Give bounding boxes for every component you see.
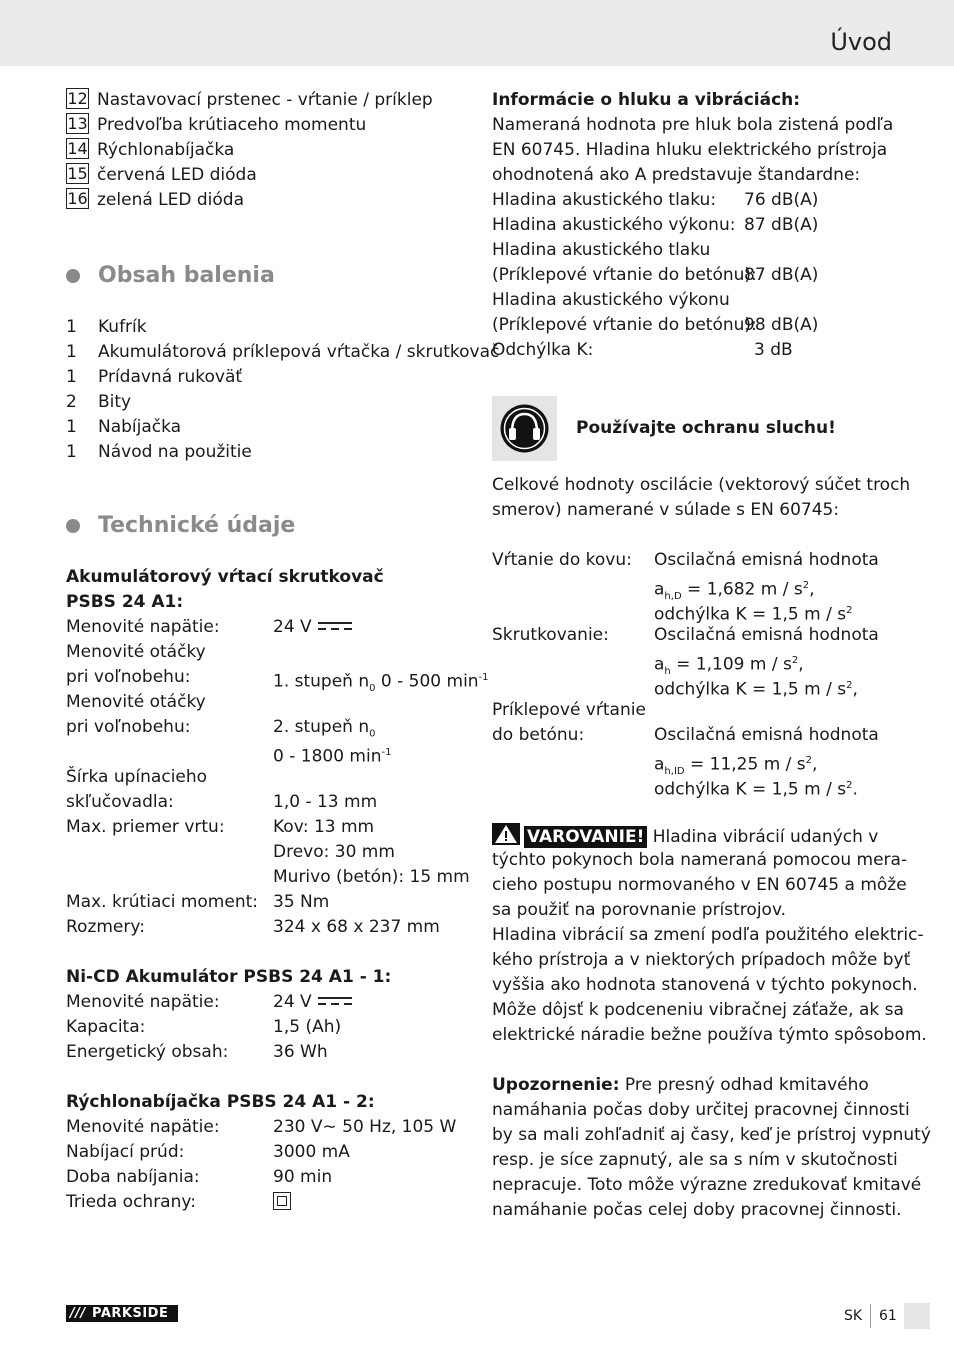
noise-heading: Informácie o hluku a vibráciách: xyxy=(492,90,801,110)
spec-row xyxy=(66,890,466,915)
text-line: týchto pokynoch bola nameraná pomocou mera- xyxy=(492,850,908,870)
package-qty: 1 xyxy=(66,367,77,387)
footer-tab-marker xyxy=(904,1303,930,1329)
protection-class-ii-icon xyxy=(273,1192,291,1210)
spec-row xyxy=(66,1040,466,1065)
spec-label: Hladina akustického výkonu xyxy=(492,290,730,310)
vib-value: Oscilačná emisná hodnota xyxy=(654,725,879,745)
spec-label: Trieda ochrany: xyxy=(66,1192,196,1212)
text-line: namáhanie počas celej doby pracovnej činnosti. xyxy=(492,1200,902,1220)
spec-row xyxy=(66,790,466,815)
spec-value: 1,0 - 13 mm xyxy=(273,792,378,812)
text-line: kého prístroja a v niektorých prípadoch môže byť xyxy=(492,950,911,970)
package-label: Nabíjačka xyxy=(98,417,182,437)
vib-value: $a_{h,ID} = 11,25$ m / $s^2$, xyxy=(654,754,818,778)
dc-current-icon xyxy=(318,620,352,632)
text-line: sa použiť na porovnanie prístrojov. xyxy=(492,900,787,920)
text-line: ohodnotená ako A predstavuje štandardne: xyxy=(492,165,861,185)
section-title-text: Technické údaje xyxy=(98,513,296,538)
text-line: elektrické náradie bežne používa týmto spôsobom. xyxy=(492,1025,927,1045)
drill-heading: Akumulátorový vŕtací skrutkovač xyxy=(66,567,384,587)
spec-row xyxy=(492,313,892,338)
spec-row xyxy=(66,740,466,765)
footer-divider xyxy=(870,1304,871,1328)
spec-row xyxy=(66,815,466,840)
part-number: 15 xyxy=(67,164,88,183)
vib-row xyxy=(492,773,892,798)
part-number: 16 xyxy=(67,189,88,208)
package-qty: 2 xyxy=(66,392,77,412)
vib-row xyxy=(492,748,892,778)
spec-row xyxy=(66,1165,466,1190)
spec-row xyxy=(492,188,892,213)
spec-row xyxy=(66,915,466,940)
spec-label: Energetický obsah: xyxy=(66,1042,229,1062)
spec-label: pri voľnobehu: xyxy=(66,717,191,737)
left-column xyxy=(66,88,500,1215)
spec-label: Menovité napätie: xyxy=(66,617,220,637)
package-item xyxy=(66,390,466,415)
vib-row xyxy=(492,673,892,698)
spec-label: Odchýlka K: xyxy=(492,340,594,360)
drill-heading-model: PSBS 24 A1: xyxy=(66,592,184,612)
vib-value: Oscilačná emisná hodnota xyxy=(654,625,879,645)
package-label: Akumulátorová príklepová vŕtačka / skrutkovač xyxy=(98,342,500,362)
package-item xyxy=(66,440,466,465)
page-title: Úvod xyxy=(830,28,892,56)
text-line: namáhania počas doby určitej pracovnej činnosti xyxy=(492,1100,910,1120)
spec-value: Murivo (betón): 15 mm xyxy=(273,867,470,887)
part-number: 14 xyxy=(67,139,88,158)
spec-label: (Príklepové vŕtanie do betónu): xyxy=(492,265,757,285)
spec-row xyxy=(66,690,466,715)
spec-value: 24 V xyxy=(273,990,352,1015)
package-item xyxy=(66,415,466,440)
spec-row xyxy=(66,640,466,665)
parts-list-item xyxy=(66,88,466,113)
section-title-package xyxy=(66,261,466,291)
spec-row xyxy=(66,765,466,790)
package-label: Kufrík xyxy=(98,317,147,337)
section-title-text: Obsah balenia xyxy=(98,263,275,288)
package-qty: 1 xyxy=(66,317,77,337)
spec-label: Hladina akustického výkonu: xyxy=(492,215,736,235)
part-label: zelená LED dióda xyxy=(97,190,244,210)
spec-label: Nabíjací prúd: xyxy=(66,1142,185,1162)
bullet-icon xyxy=(66,519,80,533)
spec-value: 3000 mA xyxy=(273,1142,350,1162)
text-line: smerov) namerané v súlade s EN 60745: xyxy=(492,500,840,520)
package-qty: 1 xyxy=(66,342,77,362)
spec-value: 98 dB(A) xyxy=(744,315,819,335)
text-line: by sa mali zohľadniť aj časy, keď je prístroj vypnutý xyxy=(492,1125,931,1145)
vib-row xyxy=(492,648,892,678)
package-item xyxy=(66,365,466,390)
vib-row xyxy=(492,573,892,603)
package-item xyxy=(66,340,500,365)
spec-label: skľučovadla: xyxy=(66,792,174,812)
right-column xyxy=(492,88,931,1223)
spec-row xyxy=(492,338,892,363)
brand-logo xyxy=(66,1305,178,1322)
vib-value: odchýlka K = 1,5 m / $s^2$ xyxy=(654,604,853,625)
vib-label: Príklepové vŕtanie xyxy=(492,700,646,720)
vib-row xyxy=(492,598,892,623)
spec-value: 230 V∼ 50 Hz, 105 W xyxy=(273,1117,457,1137)
spec-row xyxy=(492,238,892,263)
page-number: 61 xyxy=(879,1308,897,1324)
spec-value: 90 min xyxy=(273,1167,333,1187)
spec-value: 36 Wh xyxy=(273,1042,328,1062)
spec-label: (Príklepové vŕtanie do betónu): xyxy=(492,315,757,335)
part-label: Nastavovací prstenec - vŕtanie / príklep xyxy=(97,90,433,110)
spec-value: 2. stupeň $n_0$ xyxy=(273,717,376,740)
vib-row xyxy=(492,623,892,648)
spec-value: 3 dB xyxy=(754,340,793,360)
spec-row xyxy=(492,263,892,288)
parts-list-item xyxy=(66,163,466,188)
package-qty: 1 xyxy=(66,417,77,437)
charger-heading: Rýchlonabíjačka PSBS 24 A1 - 2: xyxy=(66,1092,375,1112)
parts-list-item xyxy=(66,138,466,163)
spec-row xyxy=(66,840,466,865)
spec-value: Kov: 13 mm xyxy=(273,817,375,837)
notice-label: Upozornenie: xyxy=(492,1075,620,1095)
spec-row xyxy=(66,1190,466,1215)
spec-label: Kapacita: xyxy=(66,1017,146,1037)
spec-value: 35 Nm xyxy=(273,892,330,912)
spec-value: 0 - 1800 $\min^{-1}$ xyxy=(273,746,392,767)
spec-label: Menovité napätie: xyxy=(66,1117,220,1137)
text-line: Hladina vibrácií udaných v xyxy=(647,827,879,847)
spec-row xyxy=(66,715,466,740)
vib-value: Oscilačná emisná hodnota xyxy=(654,550,879,570)
spec-label: Rozmery: xyxy=(66,917,145,937)
part-number: 13 xyxy=(67,114,88,133)
text-line: Hladina vibrácií sa zmení podľa použitého elektric- xyxy=(492,925,924,945)
logo-stripes: /// xyxy=(70,1306,86,1321)
text-line: Môže dôjsť k podceneniu vibračnej záťaže, ak sa xyxy=(492,1000,904,1020)
spec-label: Menovité otáčky xyxy=(66,692,206,712)
text-line: EN 60745. Hladina hluku elektrického prístroja xyxy=(492,140,888,160)
header-bar xyxy=(0,0,954,66)
text-line: vyššia ako hodnota stanovená v týchto pokynoch. xyxy=(492,975,918,995)
spec-value: 1,5 (Ah) xyxy=(273,1017,342,1037)
spec-label: pri voľnobehu: xyxy=(66,667,191,687)
spec-value: 76 dB(A) xyxy=(744,190,819,210)
warning-label: VAROVANIE! xyxy=(524,826,647,848)
vib-value: $a_h = 1,109$ m / $s^2$, xyxy=(654,654,804,678)
spec-row xyxy=(66,1015,466,1040)
spec-row xyxy=(66,865,470,890)
text-line: nepracuje. Toto môže výrazne zredukovať kmitavé xyxy=(492,1175,922,1195)
spec-label: Max. krútiaci moment: xyxy=(66,892,258,912)
warning-icon xyxy=(492,823,520,845)
part-label: červená LED dióda xyxy=(97,165,257,185)
vib-value: odchýlka K = 1,5 m / $s^2$. xyxy=(654,779,858,800)
dc-current-icon xyxy=(318,995,352,1007)
spec-row xyxy=(66,665,489,695)
parts-list-item xyxy=(66,188,466,213)
language-code: SK xyxy=(844,1308,863,1324)
spec-value: 24 V xyxy=(273,615,352,640)
vib-row xyxy=(492,548,892,573)
text-line: cieho postupu normovaného v EN 60745 a môže xyxy=(492,875,907,895)
text-line: Nameraná hodnota pre hluk bola zistená podľa xyxy=(492,115,894,135)
part-label: Predvoľba krútiaceho momentu xyxy=(97,115,367,135)
spec-value xyxy=(273,1190,291,1215)
vib-label: Vŕtanie do kovu: xyxy=(492,550,632,570)
hearing-protection-icon xyxy=(492,396,557,461)
package-qty: 1 xyxy=(66,442,77,462)
spec-label: Hladina akustického tlaku xyxy=(492,240,711,260)
spec-label: Hladina akustického tlaku: xyxy=(492,190,717,210)
spec-label: Menovité napätie: xyxy=(66,992,220,1012)
spec-row xyxy=(492,288,892,313)
warning-line xyxy=(492,823,892,848)
parts-list-item xyxy=(66,113,466,138)
part-number: 12 xyxy=(67,89,88,108)
spec-label: Šírka upínacieho xyxy=(66,767,208,787)
vib-label: Skrutkovanie: xyxy=(492,625,609,645)
vib-row xyxy=(492,698,892,723)
hearing-protection-text: Používajte ochranu sluchu! xyxy=(576,418,836,438)
spec-row xyxy=(492,213,892,238)
section-title-tech xyxy=(66,511,466,541)
package-item xyxy=(66,315,466,340)
brand-name: PARKSIDE xyxy=(92,1306,169,1321)
package-label: Bity xyxy=(98,392,132,412)
text-line: resp. je síce zapnutý, ale sa s ním v skutočnosti xyxy=(492,1150,898,1170)
text-line: Pre presný odhad kmitavého xyxy=(619,1075,869,1095)
spec-row xyxy=(66,1140,466,1165)
spec-row xyxy=(66,990,466,1015)
package-label: Návod na použitie xyxy=(98,442,252,462)
battery-heading: Ni-CD Akumulátor PSBS 24 A1 - 1: xyxy=(66,967,392,987)
spec-label: Menovité otáčky xyxy=(66,642,206,662)
spec-row xyxy=(66,1115,466,1140)
spec-label: Max. priemer vrtu: xyxy=(66,817,225,837)
spec-value: Drevo: 30 mm xyxy=(273,842,395,862)
vib-value: $a_{h,D} = 1,682$ m / $s^2$, xyxy=(654,579,815,603)
part-label: Rýchlonabíjačka xyxy=(97,140,235,160)
spec-label: Doba nabíjania: xyxy=(66,1167,200,1187)
hearing-protection-notice xyxy=(492,396,892,461)
package-label: Prídavná rukoväť xyxy=(98,367,243,387)
vib-label: do betónu: xyxy=(492,725,585,745)
spec-value: 87 dB(A) xyxy=(744,265,819,285)
notice-line xyxy=(492,1073,892,1098)
text-line: Celkové hodnoty oscilácie (vektorový súčet troch xyxy=(492,475,911,495)
vib-value: odchýlka K = 1,5 m / $s^2$, xyxy=(654,679,858,700)
spec-value: 1. stupeň $n_0$ 0 - 500 $\min^{-1}$ xyxy=(273,671,489,695)
bullet-icon xyxy=(66,269,80,283)
spec-value: 87 dB(A) xyxy=(744,215,819,235)
spec-value: 324 x 68 x 237 mm xyxy=(273,917,440,937)
spec-row xyxy=(66,615,466,640)
vib-row xyxy=(492,723,892,748)
